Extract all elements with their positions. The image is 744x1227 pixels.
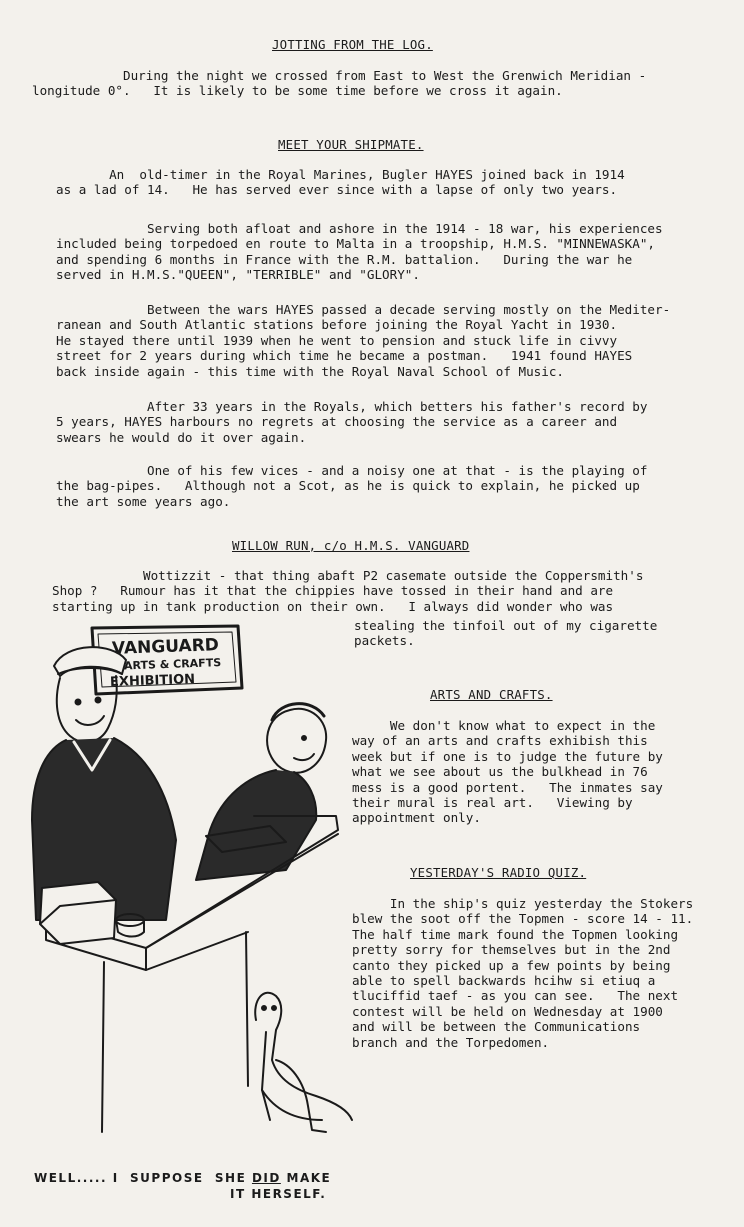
jotting-heading: JOTTING FROM THE LOG.	[272, 37, 433, 52]
sign-line-3: EXHIBITION	[109, 671, 196, 690]
caption-line-2: IT HERSELF.	[230, 1187, 327, 1201]
cartoon-caption	[34, 1170, 454, 1202]
willow-run-heading: WILLOW RUN, c/o H.M.S. VANGUARD	[232, 538, 470, 553]
willow-run-paragraph: Wottizzit - that thing abaft P2 casemate outside the Coppersmith's Shop ? Rumour has it that the chippies have tossed in their hand and are starting up in tank production on their own. I always did wonder who was	[52, 568, 644, 614]
shipmate-paragraph-1: An old-timer in the Royal Marines, Bugler HAYES joined back in 1914 as a lad of 14. He has served ever since with a lapse of only two years.	[56, 167, 625, 198]
willow-run-continuation: stealing the tinfoil out of my cigarette packets.	[354, 618, 658, 649]
arts-crafts-paragraph: We don't know what to expect in the way of an arts and crafts exhibish this week but if one is to judge the future by what we see about us the bulkhead in 76 mess is a good portent. The inmates say their mural is real art. Viewing by appointment only.	[352, 718, 663, 826]
sign-line-1: VANGUARD	[111, 635, 220, 659]
radio-quiz-heading: YESTERDAY'S RADIO QUIZ.	[410, 865, 587, 880]
shipmate-heading: MEET YOUR SHIPMATE.	[278, 137, 424, 152]
caption-line-1b: MAKE	[280, 1171, 332, 1185]
caption-line-1a: WELL..... I SUPPOSE SHE	[34, 1171, 252, 1185]
caption-emphasis: DID	[251, 1171, 281, 1185]
sign-line-2: ARTS & CRAFTS	[123, 656, 222, 673]
jotting-paragraph: During the night we crossed from East to West the Grenwich Meridian - longitude 0°. It is likely to be some time before we cross it again.	[32, 68, 647, 99]
shipmate-paragraph-3: Between the wars HAYES passed a decade serving mostly on the Mediter- ranean and South Atlantic stations before joining the Royal Yacht in 1930. He stayed there until 1939 when he went to pension and stuck life in civvy street for 2 years during which time he became a postman. 1941 found HAYES back inside again - this time with the Royal Naval School of Music.	[56, 302, 671, 379]
shipmate-paragraph-5: One of his few vices - and a noisy one at that - is the playing of the bag-pipes. Although not a Scot, as he is quick to explain, he picked up the art some years ago.	[56, 463, 648, 509]
radio-quiz-paragraph: In the ship's quiz yesterday the Stokers blew the soot off the Topmen - score 14 - 11. The half time mark found the Topmen looking pretty sorry for themselves but in the 2nd canto they picked up a few points by being able to spell backwards hcihw si etiuq a tluciffid taef - as you can see. The next contest will be held on Wednesday at 1900 and will be between the Communications branch and the Torpedomen.	[352, 896, 694, 1050]
arts-crafts-heading: ARTS AND CRAFTS.	[430, 687, 553, 702]
shipmate-paragraph-2: Serving both afloat and ashore in the 1914 - 18 war, his experiences included being torpedoed en route to Malta in a troopship, H.M.S. "MINNEWASKA", and spending 6 months in France with the R.M. battalion. During the war he served in H.M.S."QUEEN", "TERRIBLE" and "GLORY".	[56, 221, 663, 283]
shipmate-paragraph-4: After 33 years in the Royals, which betters his father's record by 5 years, HAYES harbours no regrets at choosing the service as a career and swears he would do it over again.	[56, 399, 648, 445]
cartoon-illustration	[26, 620, 356, 1160]
